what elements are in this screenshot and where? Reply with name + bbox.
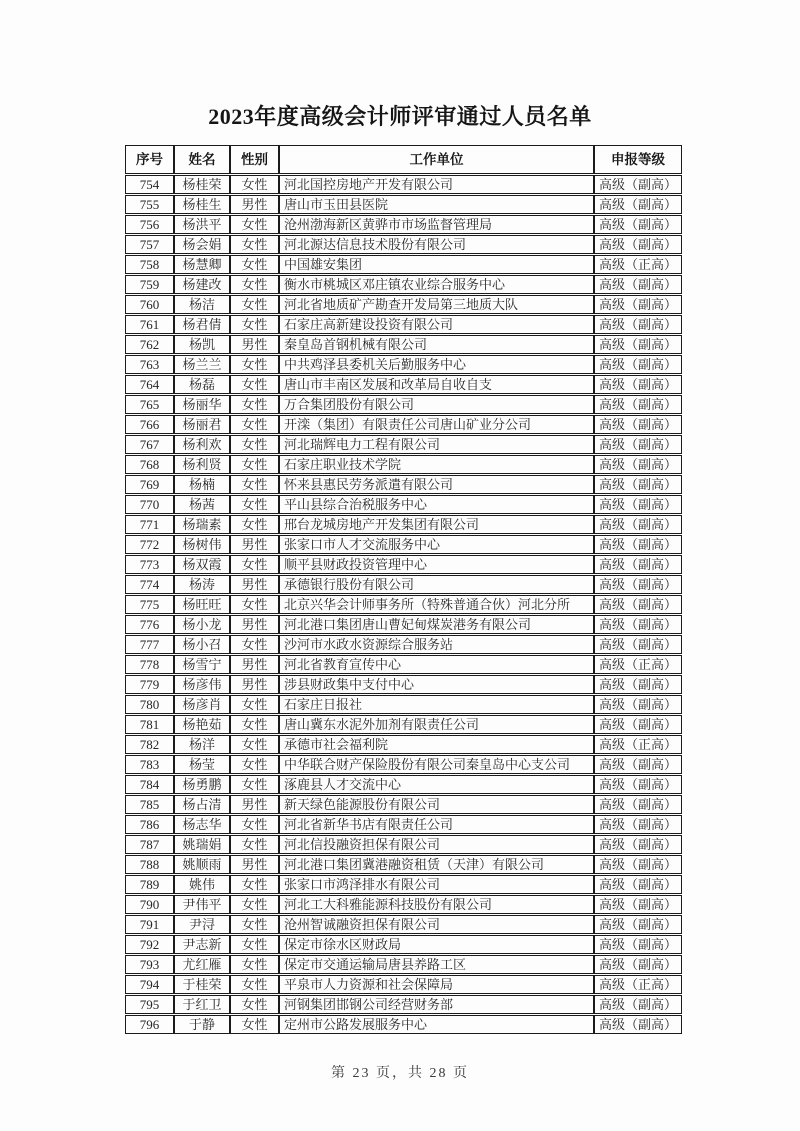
cell-level: 高级（副高） bbox=[594, 195, 682, 214]
cell-gender: 女性 bbox=[230, 835, 279, 854]
cell-level: 高级（副高） bbox=[594, 175, 682, 194]
cell-employer: 保定市交通运输局唐县养路工区 bbox=[279, 955, 594, 974]
cell-name: 杨凯 bbox=[174, 335, 230, 354]
cell-gender: 女性 bbox=[230, 875, 279, 894]
cell-name: 杨莹 bbox=[174, 755, 230, 774]
table-row bbox=[125, 835, 682, 854]
table-row bbox=[125, 355, 682, 374]
table-row bbox=[125, 255, 682, 274]
cell-employer: 定州市公路发展服务中心 bbox=[279, 1015, 594, 1034]
cell-number: 771 bbox=[125, 515, 174, 534]
cell-employer: 邢台龙城房地产开发集团有限公司 bbox=[279, 515, 594, 534]
cell-name: 尹浔 bbox=[174, 915, 230, 934]
cell-name: 杨楠 bbox=[174, 475, 230, 494]
cell-level: 高级（副高） bbox=[594, 955, 682, 974]
table-row bbox=[125, 315, 682, 334]
cell-number: 794 bbox=[125, 975, 174, 994]
cell-employer: 河北港口集团唐山曹妃甸煤炭港务有限公司 bbox=[279, 615, 594, 634]
cell-level: 高级（副高） bbox=[594, 915, 682, 934]
cell-number: 786 bbox=[125, 815, 174, 834]
table-row bbox=[125, 295, 682, 314]
cell-employer: 衡水市桃城区邓庄镇农业综合服务中心 bbox=[279, 275, 594, 294]
cell-employer: 沧州渤海新区黄骅市市场监督管理局 bbox=[279, 215, 594, 234]
table-row bbox=[125, 815, 682, 834]
table-row bbox=[125, 995, 682, 1014]
cell-level: 高级（副高） bbox=[594, 535, 682, 554]
cell-number: 781 bbox=[125, 715, 174, 734]
cell-level: 高级（副高） bbox=[594, 335, 682, 354]
cell-employer: 顺平县财政投资管理中心 bbox=[279, 555, 594, 574]
cell-employer: 万合集团股份有限公司 bbox=[279, 395, 594, 414]
cell-gender: 男性 bbox=[230, 675, 279, 694]
cell-level: 高级（副高） bbox=[594, 235, 682, 254]
cell-employer: 唐山冀东水泥外加剂有限责任公司 bbox=[279, 715, 594, 734]
cell-name: 于桂荣 bbox=[174, 975, 230, 994]
cell-name: 杨洋 bbox=[174, 735, 230, 754]
cell-number: 785 bbox=[125, 795, 174, 814]
cell-name: 杨君倩 bbox=[174, 315, 230, 334]
table-row bbox=[125, 935, 682, 954]
cell-number: 773 bbox=[125, 555, 174, 574]
table-body bbox=[125, 175, 682, 1034]
table-header-row bbox=[125, 145, 682, 174]
cell-name: 杨树伟 bbox=[174, 535, 230, 554]
cell-number: 793 bbox=[125, 955, 174, 974]
cell-number: 758 bbox=[125, 255, 174, 274]
cell-employer: 张家口市人才交流服务中心 bbox=[279, 535, 594, 554]
cell-employer: 河钢集团邯钢公司经营财务部 bbox=[279, 995, 594, 1014]
cell-gender: 女性 bbox=[230, 715, 279, 734]
cell-gender: 女性 bbox=[230, 275, 279, 294]
cell-level: 高级（副高） bbox=[594, 1015, 682, 1034]
cell-number: 789 bbox=[125, 875, 174, 894]
cell-number: 755 bbox=[125, 195, 174, 214]
table-row bbox=[125, 495, 682, 514]
cell-name: 姚瑞娟 bbox=[174, 835, 230, 854]
cell-level: 高级（副高） bbox=[594, 375, 682, 394]
table-row bbox=[125, 955, 682, 974]
cell-level: 高级（副高） bbox=[594, 775, 682, 794]
cell-name: 杨勇鹏 bbox=[174, 775, 230, 794]
cell-name: 杨志华 bbox=[174, 815, 230, 834]
cell-employer: 秦皇岛首钢机械有限公司 bbox=[279, 335, 594, 354]
cell-name: 杨慧卿 bbox=[174, 255, 230, 274]
cell-gender: 男性 bbox=[230, 795, 279, 814]
cell-gender: 女性 bbox=[230, 955, 279, 974]
cell-level: 高级（副高） bbox=[594, 635, 682, 654]
cell-number: 770 bbox=[125, 495, 174, 514]
table-row bbox=[125, 795, 682, 814]
cell-gender: 女性 bbox=[230, 455, 279, 474]
cell-gender: 男性 bbox=[230, 615, 279, 634]
cell-level: 高级（副高） bbox=[594, 575, 682, 594]
cell-name: 杨丽华 bbox=[174, 395, 230, 414]
cell-name: 杨小召 bbox=[174, 635, 230, 654]
cell-level: 高级（正高） bbox=[594, 975, 682, 994]
cell-name: 杨洪平 bbox=[174, 215, 230, 234]
cell-level: 高级（副高） bbox=[594, 695, 682, 714]
cell-gender: 女性 bbox=[230, 595, 279, 614]
cell-gender: 女性 bbox=[230, 975, 279, 994]
cell-employer: 河北信投融资担保有限公司 bbox=[279, 835, 594, 854]
cell-gender: 女性 bbox=[230, 355, 279, 374]
cell-number: 778 bbox=[125, 655, 174, 674]
cell-gender: 女性 bbox=[230, 635, 279, 654]
cell-number: 777 bbox=[125, 635, 174, 654]
cell-name: 杨茜 bbox=[174, 495, 230, 514]
cell-level: 高级（副高） bbox=[594, 995, 682, 1014]
cell-level: 高级（副高） bbox=[594, 795, 682, 814]
cell-employer: 河北港口集团冀港融资租赁（天津）有限公司 bbox=[279, 855, 594, 874]
cell-name: 杨占清 bbox=[174, 795, 230, 814]
cell-gender: 女性 bbox=[230, 475, 279, 494]
cell-name: 杨会娟 bbox=[174, 235, 230, 254]
cell-gender: 女性 bbox=[230, 235, 279, 254]
table-row bbox=[125, 435, 682, 454]
cell-name: 尤红雁 bbox=[174, 955, 230, 974]
cell-employer: 新天绿色能源股份有限公司 bbox=[279, 795, 594, 814]
page-number-footer: 第 23 页，共 28 页 bbox=[331, 1066, 469, 1081]
cell-name: 杨彦肖 bbox=[174, 695, 230, 714]
cell-name: 杨利贤 bbox=[174, 455, 230, 474]
cell-employer: 保定市徐水区财政局 bbox=[279, 935, 594, 954]
cell-number: 756 bbox=[125, 215, 174, 234]
table-row bbox=[125, 415, 682, 434]
cell-number: 782 bbox=[125, 735, 174, 754]
cell-level: 高级（正高） bbox=[594, 735, 682, 754]
cell-level: 高级（副高） bbox=[594, 875, 682, 894]
cell-name: 杨桂生 bbox=[174, 195, 230, 214]
cell-employer: 河北瑞辉电力工程有限公司 bbox=[279, 435, 594, 454]
cell-gender: 女性 bbox=[230, 415, 279, 434]
page-title: 2023年度高级会计师评审通过人员名单 bbox=[208, 104, 592, 129]
cell-number: 790 bbox=[125, 895, 174, 914]
cell-employer: 河北源达信息技术股份有限公司 bbox=[279, 235, 594, 254]
cell-name: 杨雪宁 bbox=[174, 655, 230, 674]
cell-gender: 女性 bbox=[230, 895, 279, 914]
cell-employer: 怀来县惠民劳务派遣有限公司 bbox=[279, 475, 594, 494]
cell-name: 杨利欢 bbox=[174, 435, 230, 454]
table-row bbox=[125, 275, 682, 294]
cell-number: 788 bbox=[125, 855, 174, 874]
cell-number: 776 bbox=[125, 615, 174, 634]
cell-gender: 女性 bbox=[230, 995, 279, 1014]
cell-number: 766 bbox=[125, 415, 174, 434]
cell-level: 高级（副高） bbox=[594, 315, 682, 334]
cell-employer: 中国雄安集团 bbox=[279, 255, 594, 274]
cell-number: 791 bbox=[125, 915, 174, 934]
cell-gender: 女性 bbox=[230, 755, 279, 774]
cell-level: 高级（正高） bbox=[594, 655, 682, 674]
cell-name: 杨涛 bbox=[174, 575, 230, 594]
header-employer: 工作单位 bbox=[279, 145, 594, 174]
table-row bbox=[125, 675, 682, 694]
cell-number: 760 bbox=[125, 295, 174, 314]
cell-employer: 平泉市人力资源和社会保障局 bbox=[279, 975, 594, 994]
cell-level: 高级（副高） bbox=[594, 715, 682, 734]
table-row bbox=[125, 475, 682, 494]
cell-level: 高级（副高） bbox=[594, 895, 682, 914]
cell-gender: 女性 bbox=[230, 175, 279, 194]
cell-number: 768 bbox=[125, 455, 174, 474]
cell-level: 高级（副高） bbox=[594, 815, 682, 834]
cell-name: 杨丽君 bbox=[174, 415, 230, 434]
cell-gender: 男性 bbox=[230, 855, 279, 874]
table-row bbox=[125, 895, 682, 914]
cell-gender: 男性 bbox=[230, 655, 279, 674]
cell-level: 高级（副高） bbox=[594, 495, 682, 514]
cell-number: 763 bbox=[125, 355, 174, 374]
table-row bbox=[125, 455, 682, 474]
table-row bbox=[125, 575, 682, 594]
cell-name: 杨旺旺 bbox=[174, 595, 230, 614]
table-row bbox=[125, 1015, 682, 1034]
table-row bbox=[125, 615, 682, 634]
cell-employer: 唐山市玉田县医院 bbox=[279, 195, 594, 214]
cell-name: 杨彦伟 bbox=[174, 675, 230, 694]
table-row bbox=[125, 855, 682, 874]
cell-employer: 唐山市丰南区发展和改革局自收自支 bbox=[279, 375, 594, 394]
cell-number: 779 bbox=[125, 675, 174, 694]
cell-gender: 女性 bbox=[230, 395, 279, 414]
table-row bbox=[125, 555, 682, 574]
cell-employer: 河北工大科雅能源科技股份有限公司 bbox=[279, 895, 594, 914]
cell-level: 高级（副高） bbox=[594, 595, 682, 614]
cell-level: 高级（副高） bbox=[594, 515, 682, 534]
cell-gender: 男性 bbox=[230, 335, 279, 354]
cell-number: 767 bbox=[125, 435, 174, 454]
table-row bbox=[125, 195, 682, 214]
cell-number: 792 bbox=[125, 935, 174, 954]
cell-employer: 石家庄高新建设投资有限公司 bbox=[279, 315, 594, 334]
table-row bbox=[125, 335, 682, 354]
cell-name: 杨小龙 bbox=[174, 615, 230, 634]
cell-number: 757 bbox=[125, 235, 174, 254]
cell-level: 高级（副高） bbox=[594, 615, 682, 634]
cell-employer: 河北省教育宣传中心 bbox=[279, 655, 594, 674]
table-row bbox=[125, 695, 682, 714]
cell-name: 杨建改 bbox=[174, 275, 230, 294]
table-row bbox=[125, 635, 682, 654]
cell-gender: 男性 bbox=[230, 195, 279, 214]
cell-number: 775 bbox=[125, 595, 174, 614]
cell-name: 杨桂荣 bbox=[174, 175, 230, 194]
cell-gender: 女性 bbox=[230, 295, 279, 314]
cell-name: 杨兰兰 bbox=[174, 355, 230, 374]
table-row bbox=[125, 235, 682, 254]
table-row bbox=[125, 655, 682, 674]
cell-level: 高级（副高） bbox=[594, 835, 682, 854]
cell-level: 高级（副高） bbox=[594, 755, 682, 774]
cell-employer: 石家庄日报社 bbox=[279, 695, 594, 714]
cell-name: 杨磊 bbox=[174, 375, 230, 394]
cell-name: 杨瑞素 bbox=[174, 515, 230, 534]
cell-name: 尹伟平 bbox=[174, 895, 230, 914]
cell-gender: 女性 bbox=[230, 935, 279, 954]
table-row bbox=[125, 535, 682, 554]
header-gender: 性别 bbox=[230, 145, 279, 174]
cell-number: 764 bbox=[125, 375, 174, 394]
cell-employer: 河北省地质矿产勘查开发局第三地质大队 bbox=[279, 295, 594, 314]
cell-level: 高级（副高） bbox=[594, 395, 682, 414]
cell-employer: 石家庄职业技术学院 bbox=[279, 455, 594, 474]
cell-gender: 女性 bbox=[230, 555, 279, 574]
table-row bbox=[125, 215, 682, 234]
cell-number: 772 bbox=[125, 535, 174, 554]
cell-number: 769 bbox=[125, 475, 174, 494]
cell-level: 高级（副高） bbox=[594, 355, 682, 374]
cell-number: 780 bbox=[125, 695, 174, 714]
cell-number: 754 bbox=[125, 175, 174, 194]
cell-level: 高级（副高） bbox=[594, 295, 682, 314]
header-name: 姓名 bbox=[174, 145, 230, 174]
cell-employer: 平山县综合治税服务中心 bbox=[279, 495, 594, 514]
table-row bbox=[125, 735, 682, 754]
cell-gender: 女性 bbox=[230, 435, 279, 454]
cell-gender: 男性 bbox=[230, 575, 279, 594]
table-row bbox=[125, 375, 682, 394]
cell-number: 787 bbox=[125, 835, 174, 854]
header-level: 申报等级 bbox=[594, 145, 682, 174]
cell-number: 765 bbox=[125, 395, 174, 414]
cell-level: 高级（副高） bbox=[594, 435, 682, 454]
cell-employer: 河北省新华书店有限责任公司 bbox=[279, 815, 594, 834]
cell-employer: 沙河市水政水资源综合服务站 bbox=[279, 635, 594, 654]
cell-level: 高级（副高） bbox=[594, 675, 682, 694]
cell-name: 杨洁 bbox=[174, 295, 230, 314]
table-row bbox=[125, 515, 682, 534]
cell-gender: 女性 bbox=[230, 815, 279, 834]
cell-level: 高级（副高） bbox=[594, 855, 682, 874]
cell-employer: 河北国控房地产开发有限公司 bbox=[279, 175, 594, 194]
cell-name: 于红卫 bbox=[174, 995, 230, 1014]
cell-employer: 开滦（集团）有限责任公司唐山矿业分公司 bbox=[279, 415, 594, 434]
cell-level: 高级（副高） bbox=[594, 275, 682, 294]
cell-gender: 女性 bbox=[230, 515, 279, 534]
cell-gender: 女性 bbox=[230, 315, 279, 334]
cell-name: 杨双霞 bbox=[174, 555, 230, 574]
header-number: 序号 bbox=[125, 145, 174, 174]
cell-gender: 女性 bbox=[230, 215, 279, 234]
cell-gender: 女性 bbox=[230, 695, 279, 714]
cell-employer: 中华联合财产保险股份有限公司秦皇岛中心支公司 bbox=[279, 755, 594, 774]
cell-number: 784 bbox=[125, 775, 174, 794]
cell-level: 高级（副高） bbox=[594, 555, 682, 574]
cell-name: 于静 bbox=[174, 1015, 230, 1034]
cell-gender: 男性 bbox=[230, 535, 279, 554]
roster-table bbox=[125, 144, 682, 1035]
cell-number: 796 bbox=[125, 1015, 174, 1034]
cell-employer: 承德市社会福利院 bbox=[279, 735, 594, 754]
cell-number: 759 bbox=[125, 275, 174, 294]
cell-number: 762 bbox=[125, 335, 174, 354]
table-row bbox=[125, 715, 682, 734]
cell-level: 高级（副高） bbox=[594, 455, 682, 474]
cell-level: 高级（副高） bbox=[594, 935, 682, 954]
table-row bbox=[125, 775, 682, 794]
cell-name: 姚伟 bbox=[174, 875, 230, 894]
cell-gender: 女性 bbox=[230, 495, 279, 514]
table-row bbox=[125, 175, 682, 194]
cell-employer: 北京兴华会计师事务所（特殊普通合伙）河北分所 bbox=[279, 595, 594, 614]
cell-level: 高级（副高） bbox=[594, 415, 682, 434]
cell-name: 姚顺雨 bbox=[174, 855, 230, 874]
table-row bbox=[125, 915, 682, 934]
cell-gender: 女性 bbox=[230, 1015, 279, 1034]
cell-employer: 中共鸡泽县委机关后勤服务中心 bbox=[279, 355, 594, 374]
table-row bbox=[125, 875, 682, 894]
cell-number: 783 bbox=[125, 755, 174, 774]
cell-number: 795 bbox=[125, 995, 174, 1014]
cell-gender: 女性 bbox=[230, 375, 279, 394]
table-row bbox=[125, 595, 682, 614]
table-row bbox=[125, 975, 682, 994]
cell-number: 774 bbox=[125, 575, 174, 594]
cell-gender: 女性 bbox=[230, 775, 279, 794]
cell-gender: 女性 bbox=[230, 255, 279, 274]
table-row bbox=[125, 755, 682, 774]
cell-name: 尹志新 bbox=[174, 935, 230, 954]
cell-level: 高级（副高） bbox=[594, 215, 682, 234]
cell-employer: 承德银行股份有限公司 bbox=[279, 575, 594, 594]
cell-number: 761 bbox=[125, 315, 174, 334]
cell-employer: 涿鹿县人才交流中心 bbox=[279, 775, 594, 794]
cell-name: 杨艳茹 bbox=[174, 715, 230, 734]
cell-level: 高级（正高） bbox=[594, 255, 682, 274]
cell-level: 高级（副高） bbox=[594, 475, 682, 494]
cell-employer: 沧州智诚融资担保有限公司 bbox=[279, 915, 594, 934]
table-row bbox=[125, 395, 682, 414]
cell-employer: 涉县财政集中支付中心 bbox=[279, 675, 594, 694]
cell-gender: 女性 bbox=[230, 735, 279, 754]
cell-employer: 张家口市鸿泽排水有限公司 bbox=[279, 875, 594, 894]
cell-gender: 女性 bbox=[230, 915, 279, 934]
